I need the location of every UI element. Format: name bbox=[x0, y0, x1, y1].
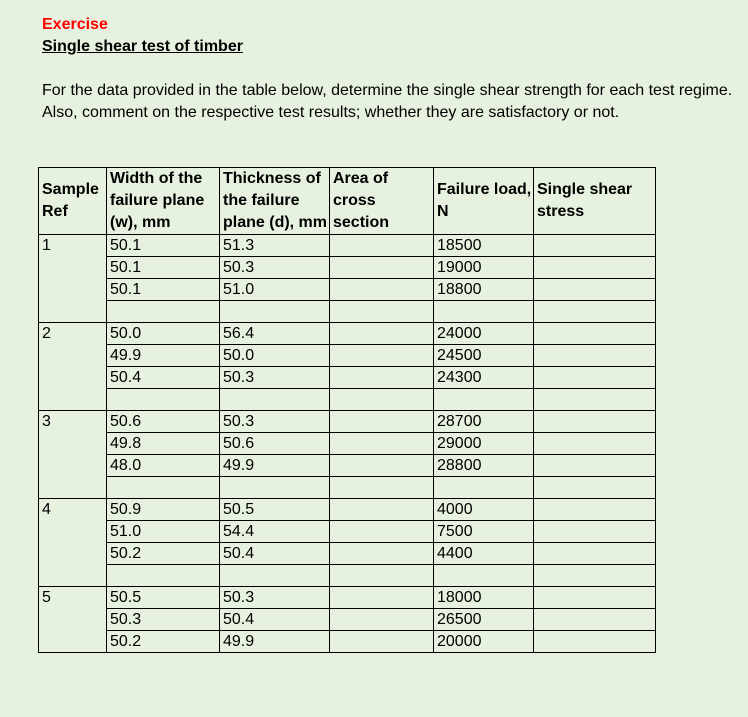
thickness-cell: 49.9 bbox=[220, 455, 330, 477]
header-failure-load: Failure load, N bbox=[434, 168, 534, 235]
area-cell bbox=[330, 609, 434, 631]
width-cell: 50.4 bbox=[107, 367, 220, 389]
thickness-cell: 50.3 bbox=[220, 587, 330, 609]
stress-cell bbox=[534, 587, 656, 609]
area-cell bbox=[330, 257, 434, 279]
load-cell: 28800 bbox=[434, 455, 534, 477]
shear-test-table bbox=[38, 167, 656, 653]
empty-cell bbox=[330, 389, 434, 411]
stress-cell bbox=[534, 279, 656, 301]
header-area: Area of cross section bbox=[330, 168, 434, 235]
thickness-cell: 50.6 bbox=[220, 433, 330, 455]
thickness-cell: 50.3 bbox=[220, 257, 330, 279]
header-thickness: Thickness of the failure plane (d), mm bbox=[220, 168, 330, 235]
table-row bbox=[39, 543, 656, 565]
table-row bbox=[39, 587, 656, 609]
spacer-row bbox=[39, 301, 656, 323]
load-cell: 24300 bbox=[434, 367, 534, 389]
sample-ref-cell: 4 bbox=[39, 499, 107, 587]
spacer-row bbox=[39, 565, 656, 587]
width-cell: 50.0 bbox=[107, 323, 220, 345]
area-cell bbox=[330, 587, 434, 609]
thickness-cell: 50.3 bbox=[220, 367, 330, 389]
spacer-row bbox=[39, 477, 656, 499]
width-cell: 49.9 bbox=[107, 345, 220, 367]
width-cell: 50.2 bbox=[107, 631, 220, 653]
stress-cell bbox=[534, 543, 656, 565]
table-row bbox=[39, 433, 656, 455]
width-cell: 50.2 bbox=[107, 543, 220, 565]
width-cell: 49.8 bbox=[107, 433, 220, 455]
table-row bbox=[39, 367, 656, 389]
empty-cell bbox=[330, 301, 434, 323]
empty-cell bbox=[330, 565, 434, 587]
load-cell: 18800 bbox=[434, 279, 534, 301]
empty-cell bbox=[434, 565, 534, 587]
load-cell: 7500 bbox=[434, 521, 534, 543]
empty-cell bbox=[107, 301, 220, 323]
load-cell: 18000 bbox=[434, 587, 534, 609]
empty-cell bbox=[107, 477, 220, 499]
instructions-line-1: For the data provided in the table below, determine the single shear strength for each test regime. bbox=[42, 82, 733, 99]
stress-cell bbox=[534, 323, 656, 345]
area-cell bbox=[330, 521, 434, 543]
empty-cell bbox=[220, 477, 330, 499]
empty-cell bbox=[107, 565, 220, 587]
stress-cell bbox=[534, 521, 656, 543]
test-title: Single shear test of timber bbox=[42, 38, 243, 55]
thickness-cell: 49.9 bbox=[220, 631, 330, 653]
load-cell: 28700 bbox=[434, 411, 534, 433]
thickness-cell: 51.3 bbox=[220, 235, 330, 257]
header-sample-ref: Sample Ref bbox=[39, 168, 107, 235]
exercise-label: Exercise bbox=[42, 16, 108, 33]
stress-cell bbox=[534, 609, 656, 631]
stress-cell bbox=[534, 345, 656, 367]
header-shear-stress: Single shear stress bbox=[534, 168, 656, 235]
thickness-cell: 54.4 bbox=[220, 521, 330, 543]
area-cell bbox=[330, 411, 434, 433]
instructions bbox=[42, 80, 732, 124]
area-cell bbox=[330, 279, 434, 301]
width-cell: 51.0 bbox=[107, 521, 220, 543]
thickness-cell: 50.5 bbox=[220, 499, 330, 521]
table-row bbox=[39, 279, 656, 301]
empty-cell bbox=[220, 565, 330, 587]
width-cell: 50.1 bbox=[107, 257, 220, 279]
load-cell: 24500 bbox=[434, 345, 534, 367]
empty-cell bbox=[434, 477, 534, 499]
area-cell bbox=[330, 367, 434, 389]
width-cell: 50.6 bbox=[107, 411, 220, 433]
table-row bbox=[39, 631, 656, 653]
table-row bbox=[39, 345, 656, 367]
width-cell: 50.1 bbox=[107, 279, 220, 301]
width-cell: 50.5 bbox=[107, 587, 220, 609]
thickness-cell: 50.4 bbox=[220, 609, 330, 631]
area-cell bbox=[330, 323, 434, 345]
stress-cell bbox=[534, 455, 656, 477]
table-row bbox=[39, 609, 656, 631]
area-cell bbox=[330, 543, 434, 565]
stress-cell bbox=[534, 257, 656, 279]
load-cell: 4400 bbox=[434, 543, 534, 565]
area-cell bbox=[330, 235, 434, 257]
spacer-row bbox=[39, 389, 656, 411]
table-row bbox=[39, 411, 656, 433]
width-cell: 48.0 bbox=[107, 455, 220, 477]
load-cell: 18500 bbox=[434, 235, 534, 257]
empty-cell bbox=[534, 389, 656, 411]
thickness-cell: 50.4 bbox=[220, 543, 330, 565]
empty-cell bbox=[434, 389, 534, 411]
load-cell: 29000 bbox=[434, 433, 534, 455]
header-width: Width of the failure plane (w), mm bbox=[107, 168, 220, 235]
thickness-cell: 50.0 bbox=[220, 345, 330, 367]
empty-cell bbox=[220, 301, 330, 323]
table-row bbox=[39, 235, 656, 257]
width-cell: 50.1 bbox=[107, 235, 220, 257]
area-cell bbox=[330, 499, 434, 521]
header-row bbox=[39, 168, 656, 235]
sample-ref-cell: 5 bbox=[39, 587, 107, 653]
table-row bbox=[39, 323, 656, 345]
width-cell: 50.9 bbox=[107, 499, 220, 521]
empty-cell bbox=[434, 301, 534, 323]
stress-cell bbox=[534, 367, 656, 389]
sample-ref-cell: 3 bbox=[39, 411, 107, 499]
area-cell bbox=[330, 631, 434, 653]
instructions-line-2: Also, comment on the respective test results; whether they are satisfactory or not. bbox=[42, 104, 620, 121]
thickness-cell: 56.4 bbox=[220, 323, 330, 345]
empty-cell bbox=[534, 301, 656, 323]
table-row bbox=[39, 521, 656, 543]
empty-cell bbox=[107, 389, 220, 411]
sample-ref-cell: 2 bbox=[39, 323, 107, 411]
load-cell: 4000 bbox=[434, 499, 534, 521]
stress-cell bbox=[534, 499, 656, 521]
empty-cell bbox=[220, 389, 330, 411]
empty-cell bbox=[534, 477, 656, 499]
empty-cell bbox=[534, 565, 656, 587]
sample-ref-cell: 1 bbox=[39, 235, 107, 323]
stress-cell bbox=[534, 631, 656, 653]
area-cell bbox=[330, 433, 434, 455]
stress-cell bbox=[534, 433, 656, 455]
load-cell: 19000 bbox=[434, 257, 534, 279]
table-row bbox=[39, 499, 656, 521]
load-cell: 26500 bbox=[434, 609, 534, 631]
stress-cell bbox=[534, 235, 656, 257]
area-cell bbox=[330, 455, 434, 477]
thickness-cell: 51.0 bbox=[220, 279, 330, 301]
table-body bbox=[39, 235, 656, 653]
thickness-cell: 50.3 bbox=[220, 411, 330, 433]
width-cell: 50.3 bbox=[107, 609, 220, 631]
table-row bbox=[39, 455, 656, 477]
load-cell: 20000 bbox=[434, 631, 534, 653]
empty-cell bbox=[330, 477, 434, 499]
stress-cell bbox=[534, 411, 656, 433]
table-row bbox=[39, 257, 656, 279]
load-cell: 24000 bbox=[434, 323, 534, 345]
area-cell bbox=[330, 345, 434, 367]
